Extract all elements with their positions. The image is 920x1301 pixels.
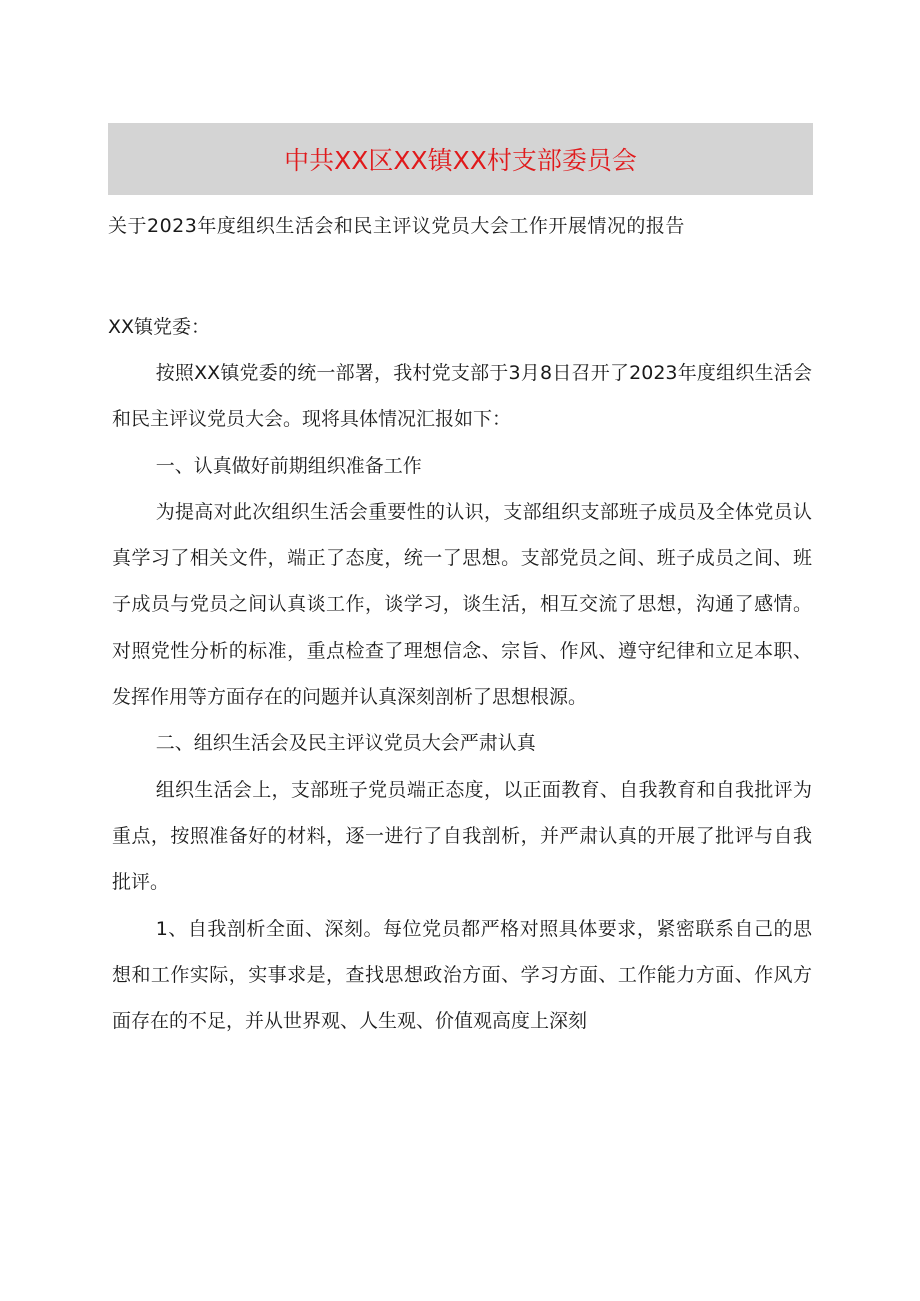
organization-title: 中共XX区XX镇XX村支部委员会: [284, 146, 637, 175]
section-heading-1: 一、认真做好前期组织准备工作: [155, 454, 422, 477]
report-title: 关于2023年度组织生活会和民主评议党员大会工作开展情况的报告: [108, 215, 685, 237]
salutation: XX镇党委：: [108, 316, 211, 338]
section-heading-2: 二、组织生活会及民主评议党员大会严肃认真: [155, 732, 536, 755]
report-body: [112, 350, 812, 1044]
header-band: [108, 123, 813, 195]
paragraph-self-analysis: 1、自我剖析全面、深刻。每位党员都严格对照具体要求，紧密联系自己的思想和工作实际，实事求是，查找思想政治方面、学习方面、工作能力方面、作风方面存在的不足，并从世界观、人生观、价值观高度上深刻: [112, 917, 812, 1033]
paragraph-preparation: 为提高对此次组织生活会重要性的认识，支部组织支部班子成员及全体党员认真学习了相关文件，端正了态度，统一了思想。支部党员之间、班子成员之间、班子成员与党员之间认真谈工作，谈学习，谈生活，相互交流了思想，沟通了感情。对照党性分析的标准，重点检查了理想信念、宗旨、作风、遵守纪律和立足本职、发挥作用等方面存在的问题并认真深刻剖析了思想根源。: [112, 500, 812, 709]
paragraph-meeting: 组织生活会上，支部班子党员端正态度，以正面教育、自我教育和自我批评为重点，按照准备好的材料，逐一进行了自我剖析，并严肃认真的开展了批评与自我批评。: [112, 778, 812, 894]
paragraph-intro: 按照XX镇党委的统一部署，我村党支部于3月8日召开了2023年度组织生活会和民主评议党员大会。现将具体情况汇报如下：: [112, 362, 812, 431]
